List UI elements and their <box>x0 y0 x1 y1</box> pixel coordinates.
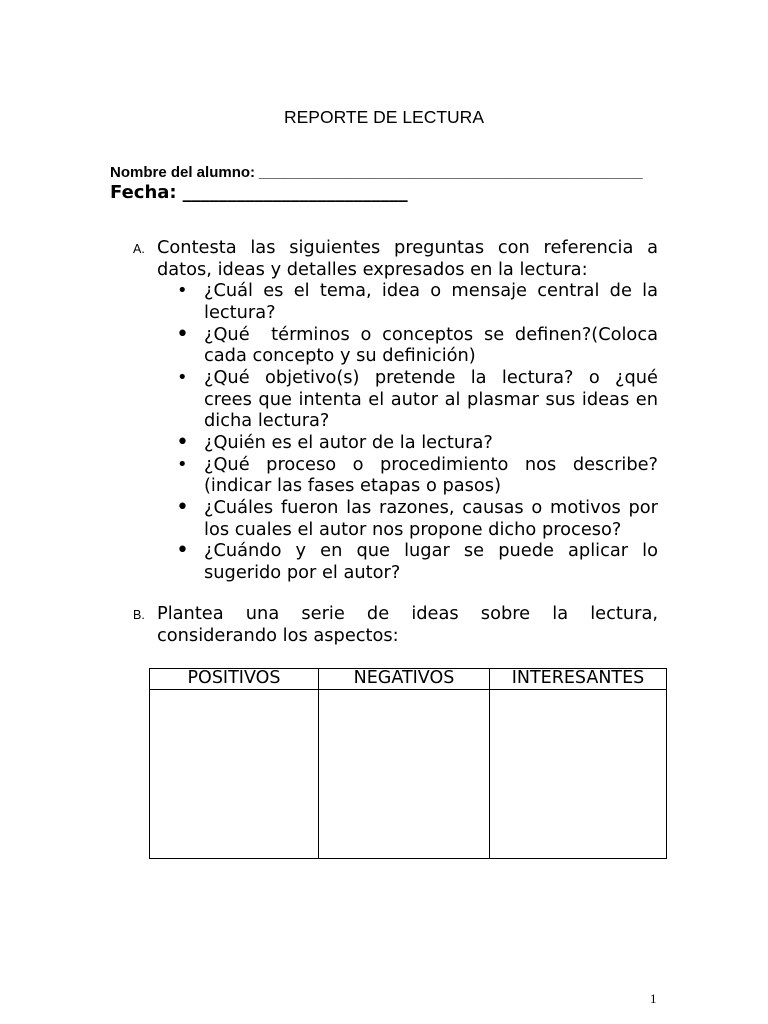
student-name-line <box>110 164 643 182</box>
question-item <box>177 280 658 324</box>
question-item <box>176 321 658 367</box>
section-a-intro-line: Contesta las siguientes preguntas con referencia a <box>157 237 658 258</box>
question-line: ¿Qué proceso o procedimiento nos describe? <box>204 453 658 475</box>
question-line: ¿Cuál es el tema, idea o mensaje central de la <box>204 280 658 302</box>
question-line: ¿Quién es el autor de la lectura? <box>204 432 493 454</box>
document-title: REPORTE DE LECTURA <box>284 107 484 127</box>
bullet-icon: • <box>176 495 189 521</box>
section-b-intro-line: considerando los aspectos: <box>157 624 399 646</box>
question-line: ¿Qué objetivo(s) pretende la lectura? o ¿qué <box>204 367 658 389</box>
header-positivos: POSITIVOS <box>150 669 319 690</box>
cell-negativos <box>319 690 490 858</box>
bullet-icon: • <box>176 430 189 456</box>
question-item <box>177 453 658 497</box>
question-line: (indicar las fases etapas o pasos) <box>204 475 502 497</box>
question-item <box>176 495 658 540</box>
date-label: Fecha: <box>110 182 177 203</box>
question-line: lectura? <box>204 302 276 324</box>
date-line <box>110 182 408 204</box>
question-line: ¿Cuándo y en que lugar se puede aplicar lo <box>204 540 658 562</box>
cell-positivos <box>150 690 319 858</box>
page-number: 1 <box>650 991 657 1006</box>
ideas-table <box>149 668 667 859</box>
bullet-icon: • <box>177 453 188 475</box>
header-interesantes: INTERESANTES <box>490 669 666 690</box>
cell-interesantes <box>490 690 666 858</box>
question-item <box>176 538 658 584</box>
bullet-icon: • <box>176 321 189 347</box>
bullet-icon: • <box>177 367 188 389</box>
question-list <box>176 280 658 584</box>
question-item <box>177 367 658 432</box>
question-line: ¿Cuáles fueron las razones, causas o motivos por <box>204 497 658 519</box>
question-line: cada concepto y su definición) <box>204 345 476 367</box>
question-line: dicha lectura? <box>204 410 330 432</box>
student-name-label: Nombre del alumno: <box>110 164 256 181</box>
question-item <box>176 430 658 456</box>
question-line: los cuales el autor nos propone dicho proceso? <box>204 518 622 540</box>
section-b-label: B. <box>133 608 145 622</box>
section-a-label: A. <box>133 242 145 256</box>
section-b <box>133 603 658 646</box>
bullet-icon: • <box>177 280 188 302</box>
student-name-blank: ______________________________________________ <box>259 164 643 181</box>
section-b-intro-line: Plantea una serie de ideas sobre la lectura, <box>157 603 658 624</box>
question-line: sugerido por el autor? <box>204 562 401 584</box>
section-a-intro-line: datos, ideas y detalles expresados en la lectura: <box>157 258 588 280</box>
question-line: crees que intenta el autor al plasmar sus ideas en <box>204 388 658 410</box>
date-blank: _________________________ <box>182 182 408 203</box>
question-line: ¿Qué términos o conceptos se definen?(Coloca <box>204 323 658 345</box>
header-negativos: NEGATIVOS <box>319 669 490 690</box>
section-a <box>133 237 658 584</box>
bullet-icon: • <box>176 538 189 564</box>
